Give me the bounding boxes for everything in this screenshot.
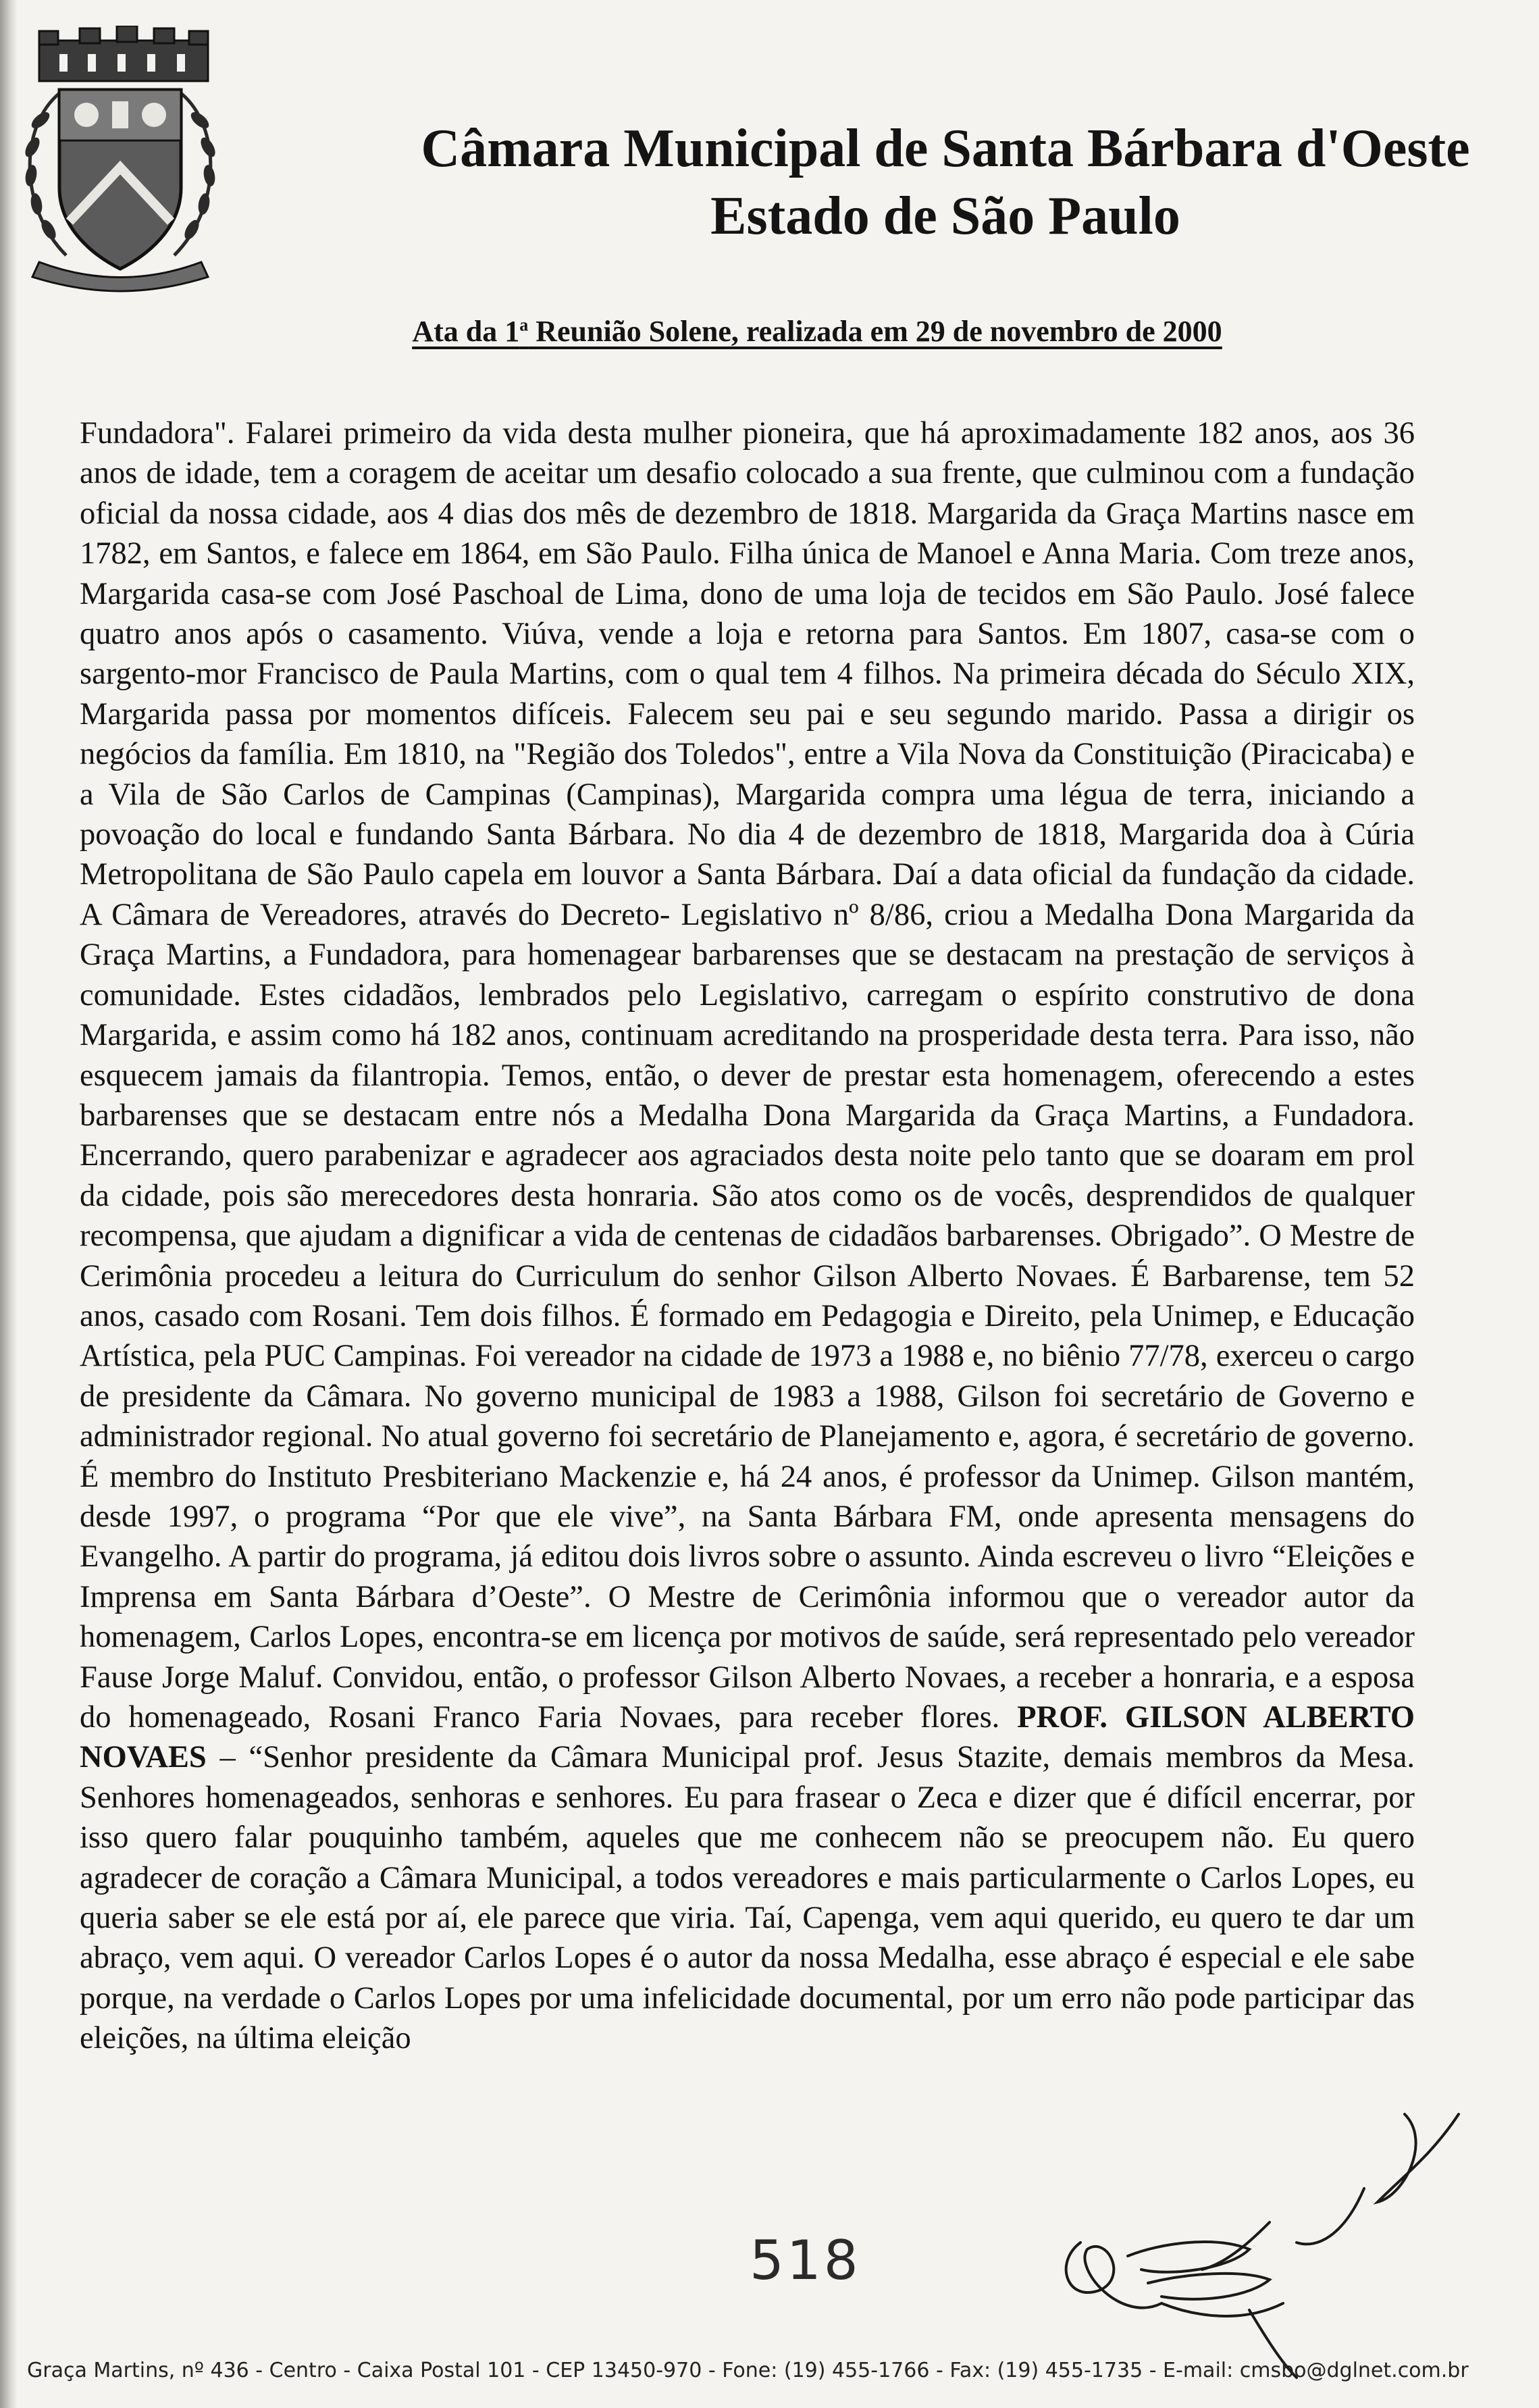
body-paragraph-part1: Fundadora". Falarei primeiro da vida desta mulher pioneira, que há aproximadamente 182 anos, aos 36 anos de idade, tem a coragem de aceitar um desafio colocado a sua frente, que culminou com a fundação oficial da nossa cidade, aos 4 dias dos mês de dezembro de 1818. Margarida da Graça Martins nasce em 1782, em Santos, e falece em 1864, em São Paulo. Filha única de Manoel e Anna Maria. Com treze anos, Margarida casa-se com José Paschoal de Lima, dono de uma loja de tecidos em São Paulo. José falece quatro anos após o casamento. Viúva, vende a loja e retorna para Santos. Em 1807, casa-se com o sargento-mor Francisco de Paula Martins, com o qual tem 4 filhos. Na primeira década do Século XIX, Margarida passa por momentos difíceis. Falecem seu pai e seu segundo marido. Passa a dirigir os negócios da família. Em 1810, na "Região dos Toledos", entre a Vila Nova da Constituição (Piracicaba) e a Vila de São Carlos de Campinas (Campinas), Margarida compra uma légua de terra, iniciando a povoação do local e fundando Santa Bárbara. No dia 4 de dezembro de 1818, Margarida doa à Cúria Metropolitana de São Paulo capela em louvor a Santa Bárbara. Daí a data oficial da fundação da cidade. A Câmara de Vereadores, através do Decreto- Legislativo nº 8/86, criou a Medalha Dona Margarida da Graça Martins, a Fundadora, para homenagear barbarenses que se destacam na prestação de serviços à comunidade. Estes cidadãos, lembrados pelo Legislativo, carregam o espírito construtivo de dona Margarida, e assim como há 182 anos, continuam acreditando na prosperidade desta terra. Para isso, não esquecem jamais da filantropia. Temos, então, o dever de prestar esta homenagem, oferecendo a estes barbarenses que se destacam entre nós a Medalha Dona Margarida da Graça Martins, a Fundadora. Encerrando, quero parabenizar e agradecer aos agraciados desta noite pelo tanto que se doaram em prol da cidade, pois são merecedores desta honraria. São atos como os de vocês, desprendidos de qualquer recompensa, que ajudam a dignificar a vida de centenas de cidadãos barbarenses. Obrigado”. O Mestre de Cerimônia procedeu a leitura do Curriculum do senhor Gilson Alberto Novaes. É Barbarense, tem 52 anos, casado com Rosani. Tem dois filhos. É formado em Pedagogia e Direito, pela Unimep, e Educação Artística, pela PUC Campinas. Foi vereador na cidade de 1973 a 1988 e, no biênio 77/78, exerceu o cargo de presidente da Câmara. No governo municipal de 1983 a 1988, Gilson foi secretário de Governo e administrador regional. No atual governo foi secretário de Planejamento e, agora, é secretário de governo. É membro do Instituto Presbiteriano Mackenzie e, há 24 anos, é professor da Unimep. Gilson mantém, desde 1997, o programa “Por que ele vive”, na Santa Bárbara FM, onde apresenta mensagens do Evangelho. A partir do programa, já editou dois livros sobre o assunto. Ainda escreveu o livro “Eleições e Imprensa em Santa Bárbara d’Oeste”. O Mestre de Cerimônia informou que o vereador autor da homenagem, Carlos Lopes, encontra-se em licença por motivos de saúde, será representado pelo vereador Fause Jorge Maluf. Convidou, então, o professor Gilson Alberto Novaes, a receber a honraria, e a esposa do homenageado, Rosani Franco Faria Novaes, para receber flores. bbox=[80, 416, 1415, 1735]
institution-header bbox=[405, 115, 1486, 250]
coat-of-arms-icon bbox=[12, 26, 228, 296]
minutes-body-text bbox=[80, 413, 1415, 2059]
document-title bbox=[203, 314, 1432, 349]
scan-page-edge bbox=[0, 0, 18, 2408]
title-part-after: Reunião Solene, realizada em 29 de novembro de 2000 bbox=[528, 315, 1222, 348]
title-ordinal-sup: a bbox=[519, 315, 529, 335]
body-paragraph-part2: – “Senhor presidente da Câmara Municipal prof. Jesus Stazite, demais membros da Mesa. Senhores homenageados, senhoras e senhores. Eu para frasear o Zeca e dizer que é difícil encerrar, por isso quero falar pouquinho também, aqueles que me conhecem não se preocupem não. Eu quero agradecer de coração a Câmara Municipal, a todos vereadores e mais particularmente o Carlos Lopes, eu queria saber se ele está por aí, ele parece que viria. Taí, Capenga, vem aqui querido, eu quero te dar um abraço, vem aqui. O vereador Carlos Lopes é o autor da nossa Medalha, esse abraço é especial e ele sabe porque, na verdade o Carlos Lopes por uma infelicidade documental, por um erro não pode participar das eleições, na última eleição bbox=[80, 1740, 1415, 2056]
document-title-text bbox=[412, 315, 1222, 348]
header-line-council: Câmara Municipal de Santa Bárbara d'Oeste bbox=[421, 119, 1470, 178]
title-part-before: Ata da 1 bbox=[412, 315, 520, 348]
footer-address: Graça Martins, nº 436 - Centro - Caixa Postal 101 - CEP 13450-970 - Fone: (19) 455-1766 - Fax: (19) 455-1735 - E-mail: cmsbo@dglnet.com.br bbox=[27, 2359, 1469, 2382]
page-number: 518 bbox=[750, 2229, 861, 2292]
header-line-state: Estado de São Paulo bbox=[710, 186, 1180, 246]
handwritten-signature-icon bbox=[1026, 2101, 1486, 2384]
speaker-name: PROF. GILSON ALBERTO NOVAES bbox=[80, 1700, 1415, 1775]
